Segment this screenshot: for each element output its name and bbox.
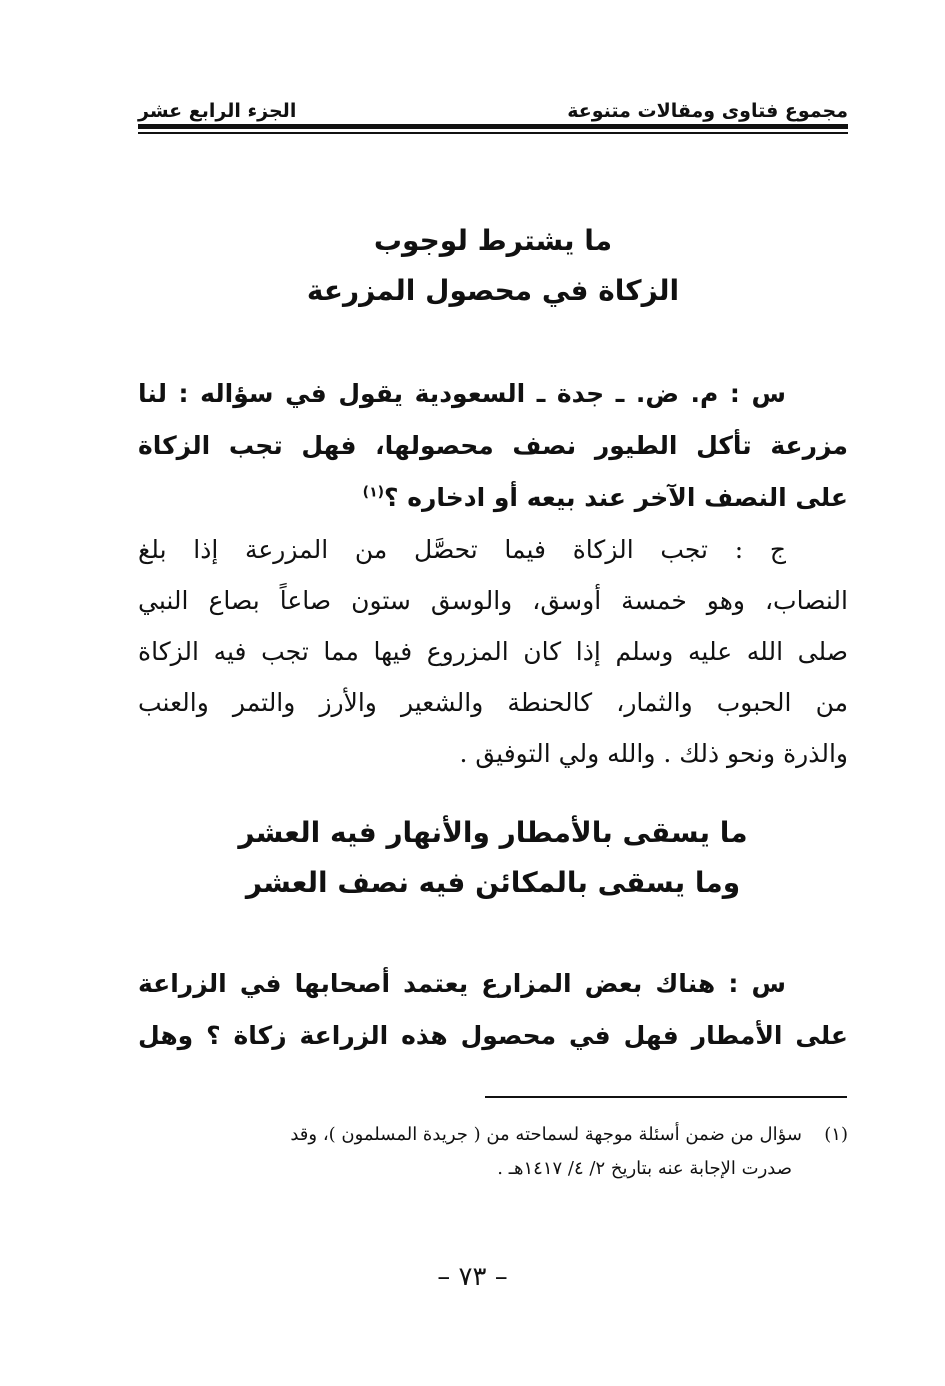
volume-label: الجزء الرابع عشر — [138, 100, 297, 122]
footnote-rule — [485, 1096, 847, 1098]
question-line-last — [138, 472, 848, 524]
question-line: مزرعة تأكل الطيور نصف محصولها، فهل تجب الزكاة — [138, 431, 848, 460]
section1-answer — [138, 524, 848, 779]
question-line: س : م. ض. ـ جدة ـ السعودية يقول في سؤاله : لنا — [138, 379, 786, 408]
footnote-line: صدرت الإجابة عنه بتاريخ ٢/ ٤/ ١٤١٧هـ . — [497, 1158, 792, 1179]
section2-title-line2: وما يسقى بالمكائن فيه نصف العشر — [245, 866, 741, 899]
section2-heading — [138, 808, 848, 908]
header-rule-thick — [138, 124, 848, 129]
section1-title-line2: الزكاة في محصول المزرعة — [306, 274, 680, 307]
footnote-text: سؤال من ضمن أسئلة موجهة لسماحته من ( جريدة المسلمون )، وقد — [290, 1124, 802, 1145]
footnote-number: (١) — [824, 1124, 848, 1145]
section1-title-line1: ما يشترط لوجوب — [373, 224, 613, 257]
answer-line: ج : تجب الزكاة فيما تحصَّل من المزرعة إذا بلغ — [138, 535, 786, 564]
book-title: مجموع فتاوى ومقالات متنوعة — [567, 100, 848, 122]
running-header — [138, 86, 848, 122]
question-line-text: على النصف الآخر عند بيعه أو ادخاره ؟ — [384, 483, 848, 512]
answer-line: صلى الله عليه وسلم إذا كان المزروع فيها مما تجب فيه الزكاة — [138, 637, 848, 666]
section2-title-line1: ما يسقى بالأمطار والأنهار فيه العشر — [238, 816, 748, 849]
section1-heading — [138, 216, 848, 316]
section1-question — [138, 368, 848, 524]
header-rule-thin — [138, 132, 848, 134]
answer-line: والذرة ونحو ذلك . والله ولي التوفيق . — [459, 739, 848, 768]
question-line: س : هناك بعض المزارع يعتمد أصحابها في الزراعة — [138, 969, 786, 998]
footnote — [138, 1118, 848, 1186]
question-line: على الأمطار فهل في محصول هذه الزراعة زكاة ؟ وهل — [138, 1021, 848, 1050]
answer-line: من الحبوب والثمار، كالحنطة والشعير والأرز والتمر والعنب — [138, 688, 848, 717]
section2-question — [138, 958, 848, 1062]
answer-line: النصاب، وهو خمسة أوسق، والوسق ستون صاعاً بصاع النبي — [138, 586, 848, 615]
footnote-reference: (١) — [362, 484, 385, 501]
page-number: – ٧٣ – — [437, 1262, 508, 1292]
footnote-line — [138, 1118, 848, 1152]
